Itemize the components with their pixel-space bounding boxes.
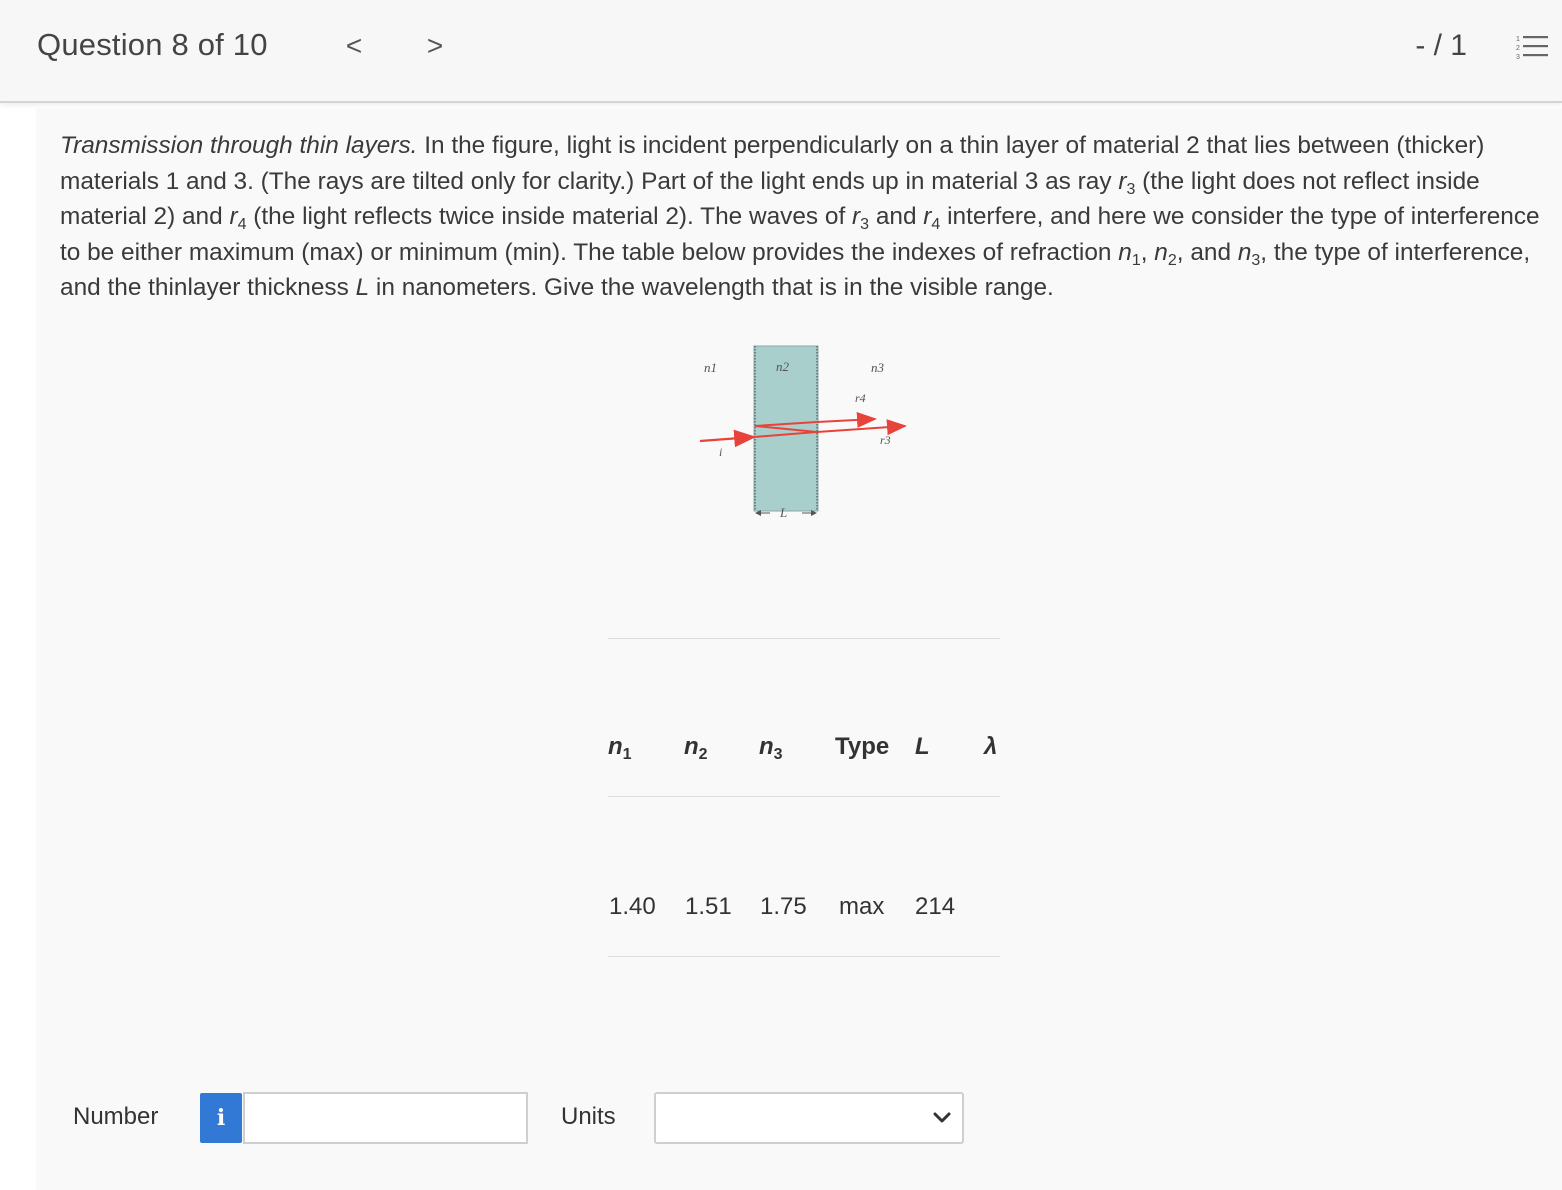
svg-text:3: 3: [1516, 54, 1520, 61]
problem-text: Transmission through thin layers. In the figure, light is incident perpendicularly on a thin layer of material 2 that lies between (thicker) materials 1 and 3. (The rays are tilted only for clarity.) Part of the light ends up in material 3 as ray $r_3$ (the light does not reflect inside material 2) and $r_4$ (the light reflects twice inside material 2). The waves of $r_3$ and $r_4$ interfere, and here we consider the type of interference to be either maximum (max) or minimum (min). The table below provides the indexes of refraction $n_1$, $n_2$, and $n_3$, the type of interference, and the thinlayer thickness L in nanometers. Give the wavelength that is in the visible range.: [60, 132, 1540, 301]
question-list-icon[interactable]: [1516, 33, 1548, 61]
cell-n3: 1.75: [760, 893, 807, 920]
ray-r4: [817, 419, 875, 422]
ray-r3: [817, 426, 905, 432]
svg-text:1: 1: [1516, 36, 1520, 43]
header-type: Type: [835, 733, 890, 760]
score-display: - / 1: [1415, 29, 1467, 62]
next-question-button[interactable]: >: [426, 30, 444, 61]
number-label: Number: [73, 1103, 159, 1130]
table-top-rule: [608, 638, 1000, 639]
thin-layer-figure: [700, 316, 910, 531]
figure-label-n3: n3: [871, 360, 884, 375]
units-select[interactable]: [654, 1092, 964, 1144]
problem-title: Transmission through thin layers.: [60, 132, 418, 159]
units-label: Units: [561, 1103, 616, 1130]
cell-L: 214: [915, 893, 956, 920]
incident-ray: [700, 437, 754, 441]
cell-n2: 1.51: [685, 893, 732, 920]
question-title: Question 8 of 10: [37, 27, 268, 62]
question-header: [0, 0, 1562, 103]
number-input[interactable]: [243, 1092, 528, 1144]
header-n2: $n_2$: [684, 733, 708, 763]
header-n1: $n_1$: [608, 733, 632, 763]
header-L: L: [915, 733, 930, 760]
figure-label-n1: n1: [704, 360, 717, 375]
chevron-down-icon: [932, 1111, 952, 1125]
figure-label-n2: n2: [776, 359, 789, 374]
table-bottom-rule: [608, 956, 1000, 957]
answer-row: [36, 1091, 1562, 1146]
cell-type: max: [839, 893, 885, 920]
figure-label-L: L: [780, 505, 788, 520]
figure-label-r3: r3: [880, 433, 891, 447]
figure-label-r4: r4: [855, 391, 866, 405]
previous-question-button[interactable]: <: [345, 30, 363, 61]
question-content: [36, 108, 1562, 1190]
table-mid-rule: [608, 796, 1000, 797]
svg-text:2: 2: [1516, 45, 1520, 52]
header-n3: $n_3$: [759, 733, 783, 763]
cell-n1: 1.40: [609, 893, 656, 920]
info-button[interactable]: i: [200, 1093, 242, 1143]
figure-label-i: i: [719, 445, 723, 459]
header-lambda: λ: [984, 733, 998, 760]
